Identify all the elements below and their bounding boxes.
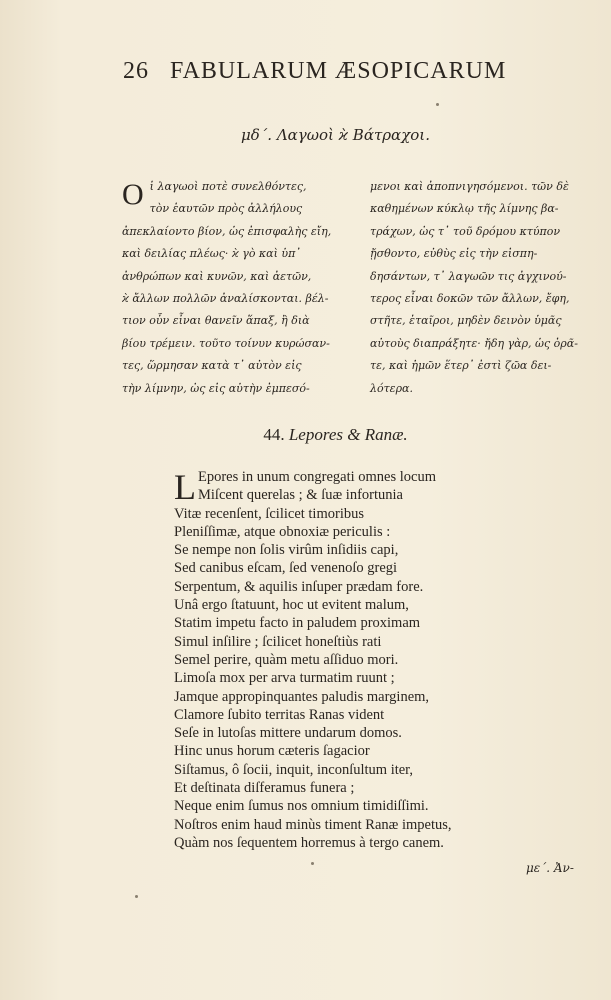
fable-number: 44. <box>263 425 285 444</box>
poem-drop-cap: L <box>174 467 196 507</box>
greek-text-left-column <box>122 176 354 400</box>
greek-drop-cap: Ο <box>122 178 144 211</box>
greek-line: ἀπεκλαίοντο βίον, ὡς ἐπισφαλὴς εἴη, <box>122 224 332 238</box>
poem-line: Statim impetu facto in paludem proximam <box>174 615 421 632</box>
poem-line: Sed canibus eſcam, ſed venenoſo gregi <box>174 560 398 577</box>
poem-line: Siſtamus, ô ſocii, inquit, inconſultum iter, <box>174 761 414 778</box>
greek-line: στῆτε, ἑταῖροι, μηδὲν δεινὸν ὑμᾶς <box>370 314 562 328</box>
greek-line: δησάντων, τ᾽ λαγωῶν τις ἀγχινού- <box>370 269 567 283</box>
poem-line: Pleniſſimæ, atque obnoxiæ periculis : <box>174 523 391 540</box>
greek-line: λότερα. <box>370 381 413 395</box>
greek-line: τιον οὖν εἶναι θανεῖν ἅπαξ, ἢ διὰ <box>122 314 310 328</box>
greek-line: καθημένων κύκλῳ τῆς λίμνης βα- <box>370 202 559 216</box>
poem-line: Clamore ſubito territas Ranas vident <box>174 706 385 723</box>
poem-line: Quàm nos ſequentem horremus à tergo canem. <box>174 834 444 851</box>
poem-line: Noſtros enim haud minùs timent Ranæ impetus, <box>174 816 452 833</box>
catchword: με΄. Ἀν- <box>526 861 574 875</box>
greek-line: τὸν ἑαυτῶν πρὸς ἀλλήλους <box>149 202 303 216</box>
greek-line: βίου τρέμειν. τοῦτο τοίνυν κυρώσαν- <box>122 336 330 350</box>
poem-line: Et deſtinata diſferamus funera ; <box>174 780 355 797</box>
page-number: 26 <box>123 58 149 84</box>
poem-line: Simul inſilire ; ſcilicet honeſtiùs rati <box>174 633 382 650</box>
greek-line: ϰ̀ ἄλλων πολλῶν ἀναλίσκονται. βέλ- <box>122 292 329 306</box>
running-header <box>123 58 523 85</box>
poem-line: Semel perire, quàm metu aſſiduo mori. <box>174 651 399 668</box>
poem-line: Hinc unus horum cæteris ſagacior <box>174 743 370 760</box>
ink-speck <box>311 862 314 865</box>
poem-line: Seſe in lutoſas mittere undarum domos. <box>174 725 402 742</box>
greek-line: τερος εἶναι δοκῶν τῶν ἄλλων, ἔφη, <box>370 292 570 306</box>
poem-line: Neque enim ſumus nos omnium timidiſſimi. <box>174 798 429 815</box>
ink-speck <box>135 895 138 898</box>
poem-line: Serpentum, & aquilis inſuper prædam fore. <box>174 578 424 595</box>
latin-fable-title <box>0 425 611 445</box>
poem-line: Unâ ergo ſtatuunt, hoc ut evitent malum, <box>174 597 409 614</box>
greek-line: τράχων, ὡς τ᾽ τοῦ δρόμου κτύπον <box>370 224 561 238</box>
greek-line: τες, ὥρμησαν κατὰ τ᾽ αὐτὸν εἰς <box>122 359 302 373</box>
poem-line: Limoſa mox per arva turmatim ruunt ; <box>174 670 395 687</box>
poem-line: Jamque appropinquantes paludis marginem, <box>174 688 430 705</box>
greek-line: ἀνθρώπων καὶ κυνῶν, καὶ ἀετῶν, <box>122 269 312 283</box>
latin-poem <box>174 468 574 852</box>
greek-fable-title: μδ΄. Λαγωοὶ ϰ̀ Βάτραχοι. <box>241 126 430 144</box>
poem-line: Epores in unum congregati omnes locum <box>198 469 436 485</box>
poem-line: Se nempe non ſolis virûm inſidiis capi, <box>174 542 399 559</box>
greek-line: τε, καὶ ἡμῶν ἕτερ᾽ ἐστὶ ζῶα δει- <box>370 359 552 373</box>
greek-line: καὶ δειλίας πλέως· ϰ̀ γὸ καὶ ὑπ᾽ <box>122 247 301 261</box>
ink-speck <box>436 103 439 106</box>
fable-title: Lepores & Ranæ. <box>288 425 408 444</box>
greek-line: μενοι καὶ ἀποπνιγησόμενοι. τῶν δὲ <box>370 180 569 193</box>
poem-line: Vitæ recenſent, ſcilicet timoribus <box>174 505 364 522</box>
greek-text-right-column <box>370 176 582 400</box>
greek-line: ἱ λαγωοὶ ποτὲ συνελθόντες, <box>149 180 307 193</box>
greek-line: αὐτοὺς διαπράξητε· ἤδη γὰρ, ὡς ὁρᾶ- <box>370 336 578 350</box>
running-title: FABULARUM ÆSOPICARUM <box>170 58 507 84</box>
greek-line: τὴν λίμνην, ὡς εἰς αὐτὴν ἐμπεσό- <box>122 381 310 395</box>
greek-line: ᾔσθοντο, εὐθὺς εἰς τὴν εἰσπη- <box>370 247 538 261</box>
poem-line: Miſcent querelas ; & ſuæ infortunia <box>198 487 403 504</box>
